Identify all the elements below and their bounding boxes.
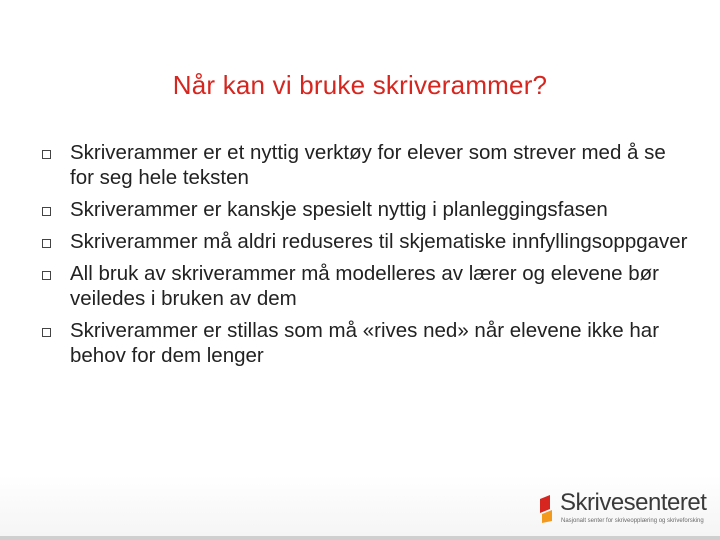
bullet-list bbox=[40, 140, 690, 375]
logo-subtitle: Nasjonalt senter for skriveopplæring og skriveforsking bbox=[561, 518, 704, 524]
logo-mark-icon bbox=[538, 493, 560, 523]
square-bullet-icon bbox=[42, 328, 51, 337]
bullet-text: Skriverammer må aldri reduseres til skjematiske innfyllingsoppgaver bbox=[70, 230, 688, 253]
bullet-item bbox=[40, 261, 690, 311]
skrivesenteret-logo bbox=[538, 489, 708, 529]
bullet-item bbox=[40, 229, 690, 254]
bullet-item bbox=[40, 140, 690, 190]
slide-title: Når kan vi bruke skriverammer? bbox=[172, 70, 548, 100]
square-bullet-icon bbox=[42, 271, 51, 280]
bullet-text: Skriverammer er kanskje spesielt nyttig i planleggingsfasen bbox=[70, 198, 608, 221]
square-bullet-icon bbox=[42, 207, 51, 216]
logo-name: Skrivesenteret bbox=[560, 489, 707, 516]
bullet-text: All bruk av skriverammer må modelleres av lærer og elevene bør veiledes i bruken av dem bbox=[70, 262, 660, 310]
square-bullet-icon bbox=[42, 150, 51, 159]
bullet-text: Skriverammer er et nyttig verktøy for elever som strever med å se for seg hele teksten bbox=[70, 141, 666, 189]
square-bullet-icon bbox=[42, 239, 51, 248]
bullet-item bbox=[40, 197, 690, 222]
bullet-item bbox=[40, 318, 690, 368]
bullet-text: Skriverammer er stillas som må «rives ned» når elevene ikke har behov for dem lenger bbox=[70, 319, 660, 367]
footer-divider bbox=[0, 536, 720, 540]
